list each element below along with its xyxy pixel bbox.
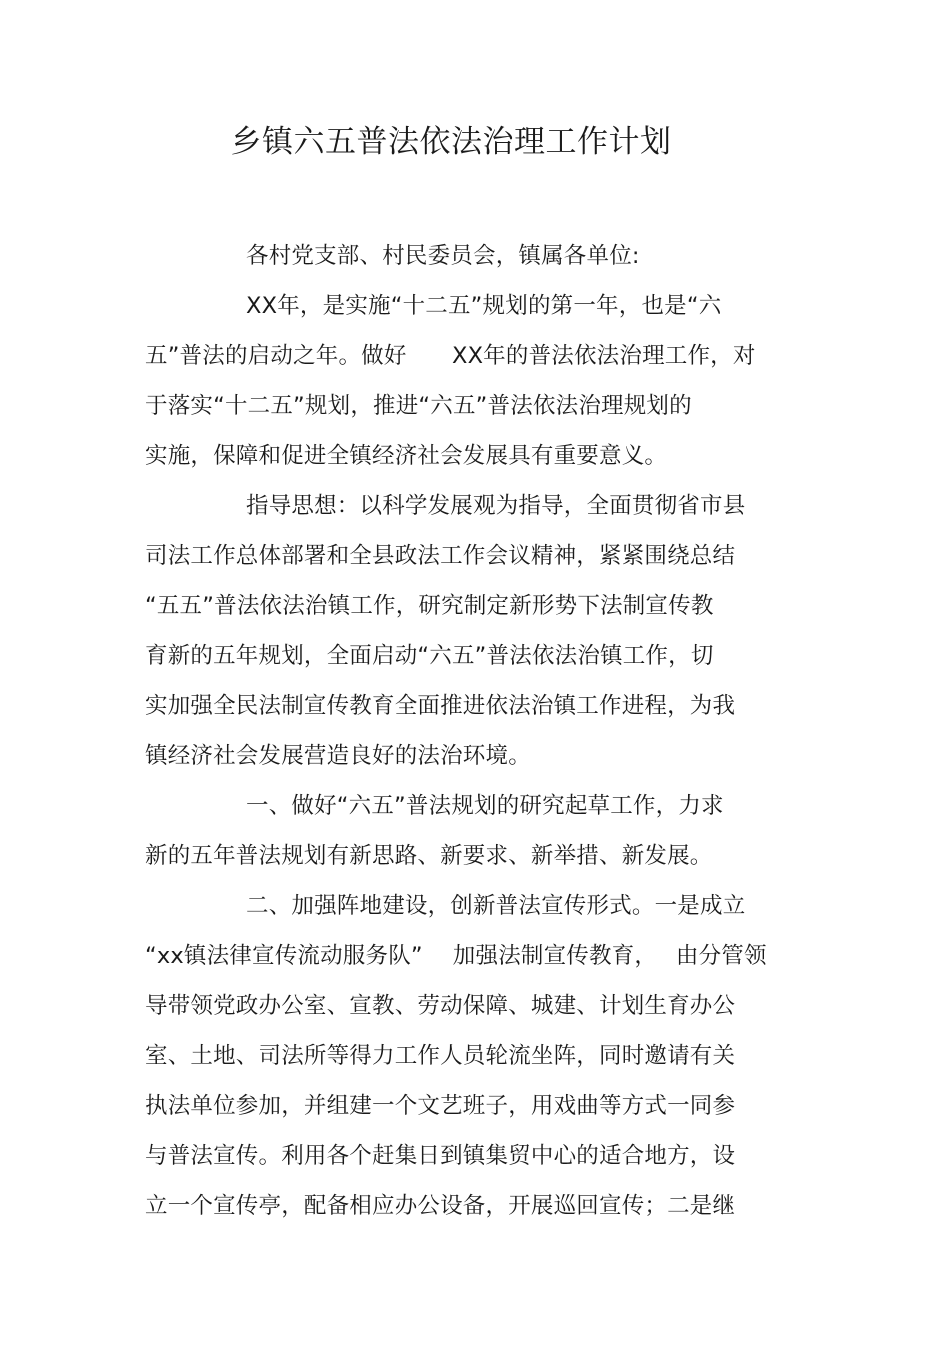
- paragraph-line: XX年，是实施“十二五”规划的第一年，也是“六: [246, 293, 722, 319]
- paragraph-line: 一、做好“六五”普法规划的研究起草工作，力求: [246, 793, 724, 819]
- paragraph-line: 实加强全民法制宣传教育全面推进依法治镇工作进程，为我: [145, 693, 736, 719]
- paragraph-line: 镇经济社会发展营造良好的法治环境。: [145, 743, 531, 769]
- paragraph-line: 司法工作总体部署和全县政法工作会议精神，紧紧围绕总结: [145, 543, 736, 569]
- paragraph-line: 五”普法的启动之年。做好 XX年的普法依法治理工作，对: [145, 343, 756, 369]
- paragraph-line: 于落实“十二五”规划，推进“六五”普法依法治理规划的: [145, 393, 692, 419]
- paragraph-line: 立一个宣传亭，配备相应办公设备，开展巡回宣传；二是继: [145, 1193, 736, 1219]
- paragraph-line: 室、土地、司法所等得力工作人员轮流坐阵，同时邀请有关: [145, 1043, 736, 1069]
- paragraph-line: 执法单位参加，并组建一个文艺班子，用戏曲等方式一同参: [145, 1093, 736, 1119]
- paragraph-line: 导带领党政办公室、宣教、劳动保障、城建、计划生育办公: [145, 993, 736, 1019]
- document-title: 乡镇六五普法依法治理工作计划: [230, 124, 672, 160]
- paragraph-line: 新的五年普法规划有新思路、新要求、新举措、新发展。: [145, 843, 713, 869]
- paragraph-line: 指导思想：以科学发展观为指导，全面贯彻省市县: [246, 493, 746, 519]
- paragraph-line: 二、加强阵地建设，创新普法宣传形式。一是成立: [246, 893, 746, 919]
- paragraph-line: 与普法宣传。利用各个赶集日到镇集贸中心的适合地方，设: [145, 1143, 736, 1169]
- salutation-line: 各村党支部、村民委员会，镇属各单位:: [246, 243, 640, 269]
- paragraph-line: “xx镇法律宣传流动服务队” 加强法制宣传教育， 由分管领: [145, 943, 767, 969]
- paragraph-line: “五五”普法依法治镇工作，研究制定新形势下法制宣传教: [145, 593, 714, 619]
- paragraph-line: 育新的五年规划，全面启动“六五”普法依法治镇工作，切: [145, 643, 714, 669]
- paragraph-line: 实施，保障和促进全镇经济社会发展具有重要意义。: [145, 443, 668, 469]
